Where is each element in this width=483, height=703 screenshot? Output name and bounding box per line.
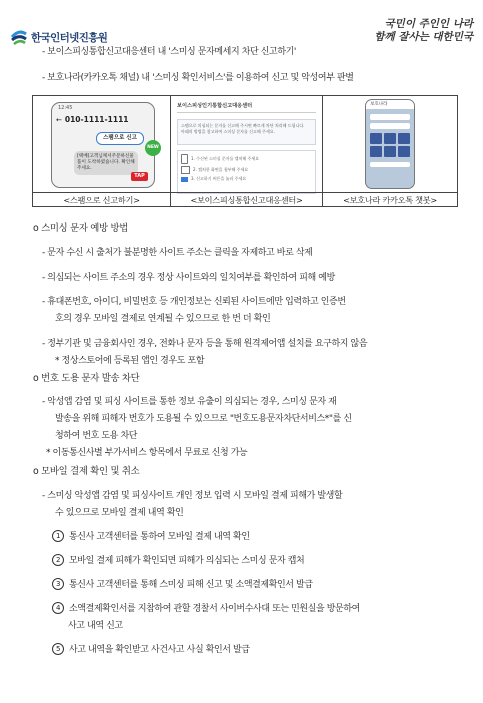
section1-note: * 정상스토어에 등록된 앱인 경우도 포함 bbox=[55, 356, 205, 366]
list-item-text: 소액결제확인서를 지참하여 관할 경찰서 사이버수사대 또는 민원실을 방문하여 bbox=[69, 604, 360, 614]
site-step-row bbox=[181, 166, 312, 174]
slogan-line2: 함께 잘사는 대한민국 bbox=[374, 31, 473, 43]
sms-bubble: [택배]고객님께서주문하신물품이 도착하였습니다. 확인해주세요. bbox=[74, 151, 138, 175]
phone-time: 12:45 bbox=[58, 105, 73, 111]
tap-indicator: TAP bbox=[131, 172, 148, 181]
chat-menu-item[interactable] bbox=[370, 133, 382, 144]
section1-line-2: - 의심되는 사이트 주소의 경우 정상 사이트와의 일치여부를 확인하여 피해 예방 bbox=[42, 273, 335, 283]
section3-heading: o 모바일 결제 확인 및 취소 bbox=[33, 466, 140, 477]
section1-line-4: - 정부기관 및 금융회사인 경우, 전화나 문자 등을 통해 원격제어앱 설치를 요구하지 않음 bbox=[42, 339, 368, 349]
panel-report-center bbox=[171, 96, 323, 192]
list-item bbox=[52, 577, 313, 590]
site-step-2: 2. 캡처한 화면을 첨부해 주세요 bbox=[193, 167, 249, 172]
section2-heading: o 번호 도용 문자 발송 차단 bbox=[33, 373, 140, 384]
new-badge: NEW bbox=[145, 140, 161, 156]
section2-line-1b: 발송을 위해 피해자 번호가 도용될 수 있으므로 "번호도용문자차단서비스*"를 신 bbox=[55, 414, 352, 424]
chat-menu-grid bbox=[370, 133, 410, 157]
section1-line-3b: 호의 경우 모바일 결제로 연계될 수 있으므로 한 번 더 확인 bbox=[55, 314, 271, 324]
screenshot-figure bbox=[32, 95, 458, 207]
caption-row bbox=[33, 192, 457, 207]
send-icon bbox=[181, 177, 188, 182]
site-notice-box bbox=[177, 119, 316, 145]
chat-input-bar[interactable] bbox=[370, 162, 410, 167]
site-para-1: 스팸으로 의심되는 문자를 신고해 주시면 빠르게 차단 처리해 드립니다. bbox=[181, 123, 305, 128]
section2-note: * 이동통신사별 부가서비스 항목에서 무료로 신청 가능 bbox=[46, 448, 248, 458]
panel-spam-report bbox=[33, 96, 171, 192]
section2-line-1a: - 악성앱 감염 및 피싱 사이트를 통한 정보 유출이 의심되는 경우, 스미싱 문자 재 bbox=[42, 397, 337, 407]
list-item bbox=[52, 601, 360, 614]
slogan-line1: 국민이 주인인 나라 bbox=[384, 18, 473, 30]
section1-line-3a: - 휴대폰번호, 아이디, 비밀번호 등 개인정보는 신뢰된 사이트에만 입력하고 인증번 bbox=[42, 297, 346, 307]
list-number: 1 bbox=[52, 530, 64, 542]
spam-report-button[interactable]: 스팸으로 신고 bbox=[96, 132, 144, 145]
chat-bubble bbox=[370, 114, 410, 120]
caption-spam-report: <스팸으로 신고하기> bbox=[33, 193, 171, 207]
section1-heading: o 스미싱 문자 예방 방법 bbox=[33, 223, 128, 234]
section3-line-1b: 수 있으므로 모바일 결제 내역 확인 bbox=[55, 508, 184, 518]
list-item-text: 통신사 고객센터를 통해 스미싱 피해 신고 및 소액결제확인서 발급 bbox=[69, 580, 313, 590]
list-item bbox=[52, 642, 250, 655]
site-step-row bbox=[181, 154, 312, 164]
slogan bbox=[374, 18, 473, 44]
logo-text: 한국인터넷진흥원 bbox=[31, 31, 108, 44]
list-item-text: 통신사 고객센터를 통하여 모바일 결제 내역 확인 bbox=[69, 532, 250, 542]
chat-menu-item[interactable] bbox=[384, 146, 396, 157]
list-item bbox=[52, 529, 250, 542]
site-step-row bbox=[181, 176, 312, 182]
kisa-emblem-icon bbox=[10, 28, 28, 46]
chat-menu-item[interactable] bbox=[398, 146, 410, 157]
phone-number: 010-1111-1111 bbox=[64, 115, 129, 124]
list-number: 4 bbox=[52, 602, 64, 614]
caption-kakao-chatbot: <보호나라 카카오톡 챗봇> bbox=[343, 195, 437, 205]
list-number: 5 bbox=[52, 643, 64, 655]
phone-icon bbox=[181, 154, 188, 164]
chatbot-phone bbox=[365, 99, 415, 189]
site-steps-box bbox=[177, 150, 316, 194]
site-step-3: 3. 신고하기 버튼을 눌러 주세요 bbox=[191, 176, 247, 181]
list-item-text: 사고 내역을 확인받고 사건사고 사실 확인서 발급 bbox=[69, 645, 250, 655]
caption-report-center: <보이스피싱통합신고대응센터> bbox=[171, 193, 323, 207]
image-icon bbox=[181, 166, 190, 174]
list-item bbox=[52, 553, 304, 566]
list-number: 2 bbox=[52, 554, 64, 566]
chat-bubble bbox=[370, 123, 410, 129]
chat-title: 보호나라 bbox=[366, 100, 414, 109]
site-step-1: 1. 수신된 스미싱 문자를 캡처해 주세요 bbox=[191, 156, 260, 161]
chat-menu-item[interactable] bbox=[370, 146, 382, 157]
site-para-2: 아래의 방법을 참고하여 스미싱 문자를 신고해 주세요. bbox=[181, 128, 275, 134]
list-number: 3 bbox=[52, 578, 64, 590]
intro-line-2: - 보호나라(카카오톡 채널) 내 '스미싱 확인서비스'를 이용하여 신고 및 악성여부 판별 bbox=[42, 73, 354, 83]
list-item-text: 모바일 결제 피해가 확인되면 피해가 의심되는 스미싱 문자 캡처 bbox=[69, 556, 305, 566]
site-title: 보이스피싱인기통합신고대응센터 bbox=[177, 102, 316, 113]
chat-menu-item[interactable] bbox=[398, 133, 410, 144]
section1-line-1: - 문자 수신 시 출처가 불분명한 사이트 주소는 클릭을 자제하고 바로 삭제 bbox=[42, 248, 313, 258]
panel-kakao-chatbot bbox=[323, 96, 457, 192]
phone-contact-row bbox=[52, 113, 154, 126]
section2-line-1c: 청하여 번호 도용 차단 bbox=[55, 431, 138, 441]
back-arrow-icon: ← bbox=[56, 115, 62, 124]
intro-line-1: - 보이스피싱통합신고대응센터 내 '스미싱 문자메세지 차단 신고하기' bbox=[42, 47, 296, 57]
list-item-continuation: 사고 내역 신고 bbox=[68, 621, 123, 631]
section3-line-1a: - 스미싱 악성앱 감염 및 피싱사이트 개인 정보 입력 시 모바일 결제 피해가 발생할 bbox=[42, 491, 343, 501]
chat-menu-item[interactable] bbox=[384, 133, 396, 144]
